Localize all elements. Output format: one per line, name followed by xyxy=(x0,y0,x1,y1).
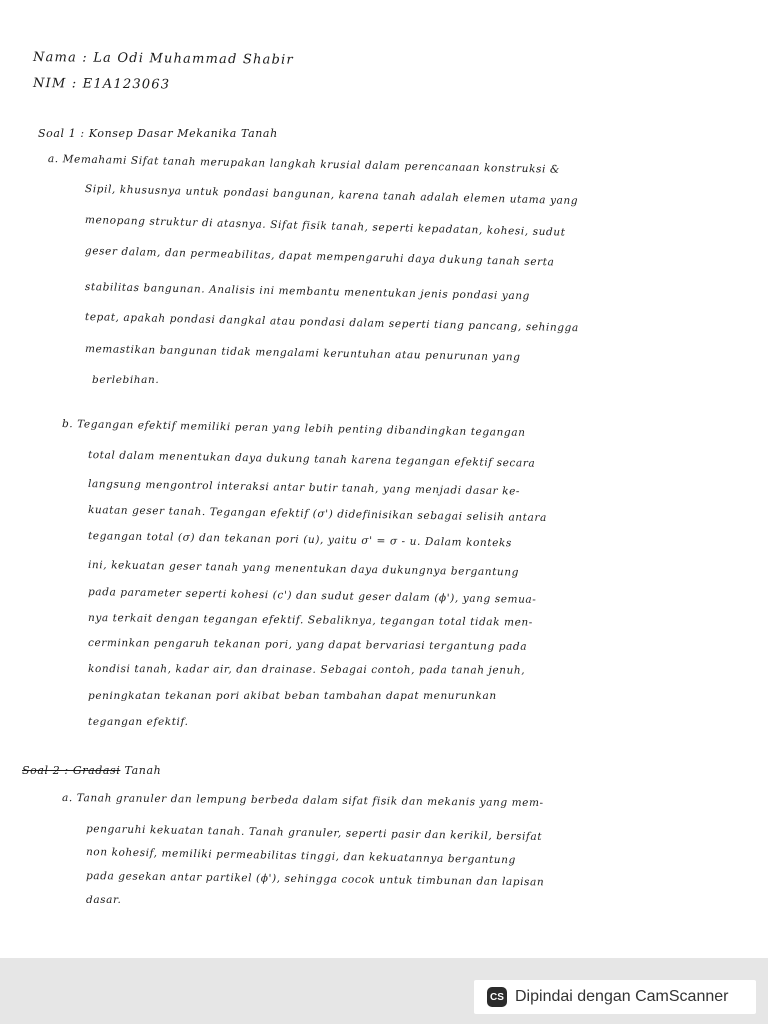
soal-1a-line: stabilitas bangunan. Analisis ini membantu menentukan jenis pondasi yang xyxy=(84,281,531,303)
soal-2-title-struck: Soal 2 : Gradasi xyxy=(22,764,121,777)
soal-1a-line: tepat, apakah pondasi dangkal atau pondasi dalam seperti tiang pancang, sehingga xyxy=(84,311,579,335)
soal-1a-line: Sipil, khususnya untuk pondasi bangunan, karena tanah adalah elemen utama yang xyxy=(84,183,579,208)
soal-2a-line: non kohesif, memiliki permeabilitas tinggi, dan kekuatannya bergantung xyxy=(85,846,517,867)
student-name: Nama : La Odi Muhammad Shabir xyxy=(32,50,294,68)
soal-1b-line: tegangan efektif. xyxy=(88,716,189,728)
soal-1b-line: b. Tegangan efektif memiliki peran yang lebih penting dibandingkan tegangan xyxy=(61,418,526,439)
soal-1a-line: geser dalam, dan permeabilitas, dapat mempengaruhi daya dukung tanah serta xyxy=(84,245,555,269)
soal-2-title xyxy=(22,764,161,777)
camscanner-watermark xyxy=(474,980,756,1014)
camscanner-logo-icon: CS xyxy=(487,987,507,1007)
soal-1b-line: tegangan total (σ) dan tekanan pori (u), yaitu σ' = σ - u. Dalam konteks xyxy=(87,530,513,550)
soal-1-title: Soal 1 : Konsep Dasar Mekanika Tanah xyxy=(38,127,278,140)
soal-2a-line: a. Tanah granuler dan lempung berbeda dalam sifat fisik dan mekanis yang mem- xyxy=(61,792,544,810)
soal-1b-line: cerminkan pengaruh tekanan pori, yang dapat bervariasi tergantung pada xyxy=(87,637,528,653)
soal-1b-line: kondisi tanah, kadar air, dan drainase. Sebagai contoh, pada tanah jenuh, xyxy=(87,663,526,677)
soal-1a-line: menopang struktur di atasnya. Sifat fisik tanah, seperti kepadatan, kohesi, sudut xyxy=(84,214,566,239)
soal-1b-line: pada parameter seperti kohesi (c') dan sudut geser dalam (ϕ'), yang semua- xyxy=(87,586,537,606)
soal-1a-line: berlebihan. xyxy=(92,374,160,386)
soal-1a-line: a. Memahami Sifat tanah merupakan langkah krusial dalam perencanaan konstruksi & xyxy=(47,153,560,176)
soal-1b-line: total dalam menentukan daya dukung tanah karena tegangan efektif secara xyxy=(87,449,536,470)
soal-1b-line: peningkatan tekanan pori akibat beban tambahan dapat menurunkan xyxy=(88,690,497,702)
soal-1b-line: langsung mengontrol interaksi antar butir tanah, yang menjadi dasar ke- xyxy=(87,478,521,498)
soal-1b-line: kuatan geser tanah. Tegangan efektif (σ') didefinisikan sebagai selisih antara xyxy=(87,504,547,525)
soal-2a-line: pengaruhi kekuatan tanah. Tanah granuler, seperti pasir dan kerikil, bersifat xyxy=(85,823,543,843)
student-nim: NIM : E1A123063 xyxy=(32,76,171,93)
soal-2a-line: dasar. xyxy=(86,894,122,906)
soal-2a-line: pada gesekan antar partikel (ϕ'), sehingga cocok untuk timbunan dan lapisan xyxy=(85,870,545,889)
camscanner-label: Dipindai dengan CamScanner xyxy=(515,988,729,1005)
soal-1a-line: memastikan bangunan tidak mengalami keruntuhan atau penurunan yang xyxy=(84,343,521,364)
soal-1b-line: ini, kekuatan geser tanah yang menentukan daya dukungnya bergantung xyxy=(87,559,520,579)
soal-2-title-rest: Tanah xyxy=(124,764,162,777)
soal-1b-line: nya terkait dengan tegangan efektif. Sebaliknya, tegangan total tidak men- xyxy=(87,612,534,629)
